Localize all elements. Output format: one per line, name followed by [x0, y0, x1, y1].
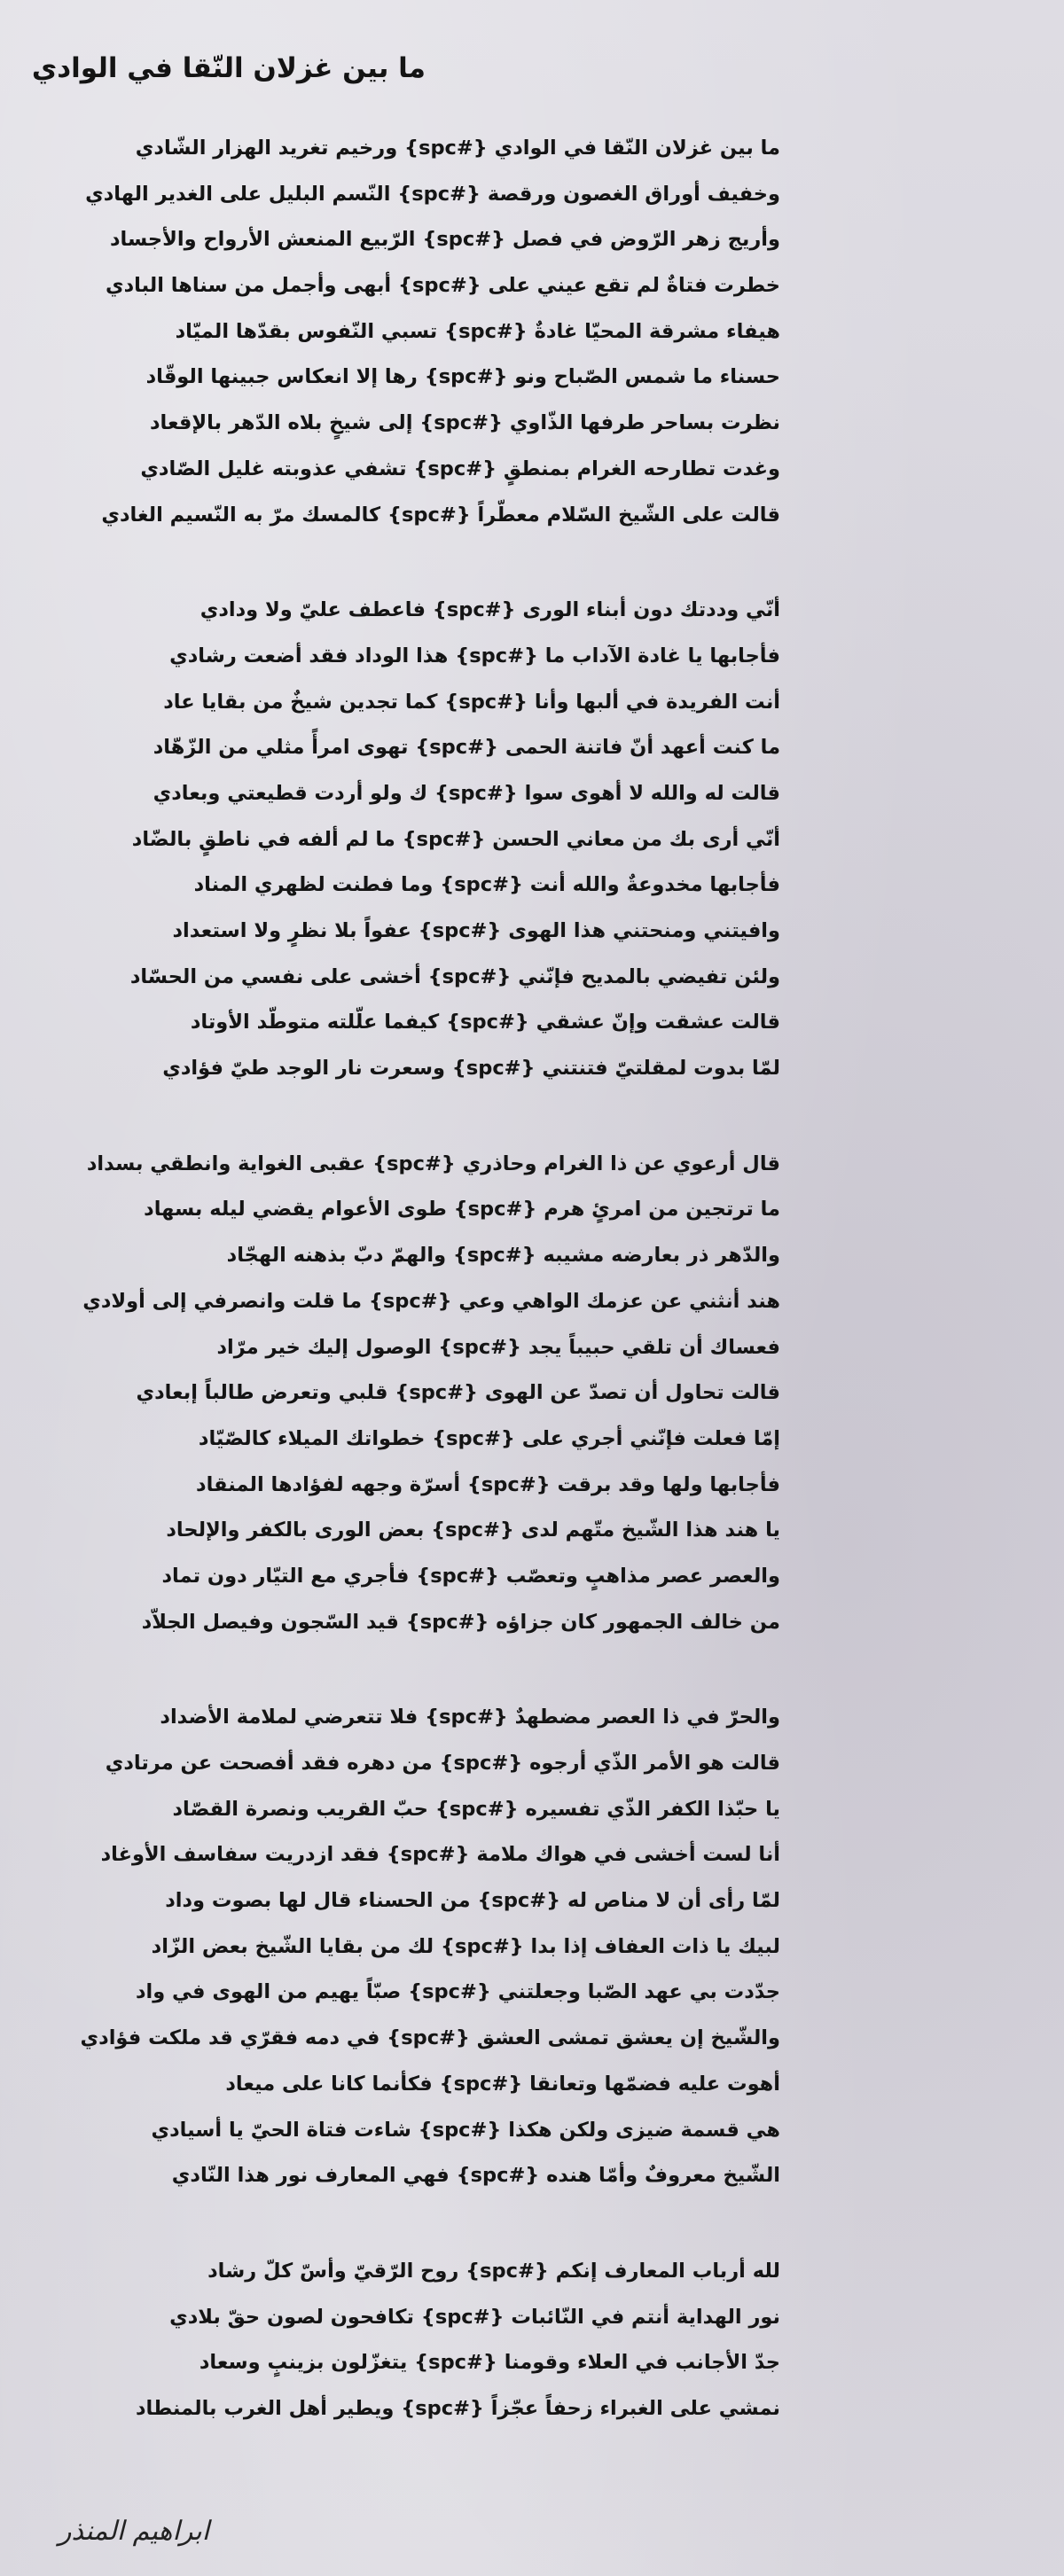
verse-text: وخفيف أوراق الغصون ورقصة {#spc} النّسم البليل على الغدير الهادي — [85, 182, 780, 206]
verse-text: جدّدت بي عهد الصّبا وجعلتني {#spc} صبّاً يهيم من الهوى في واد — [135, 1980, 780, 2004]
verse-text: قالت عشقت وإنّ عشقي {#spc} كيفما علّلته متوطّد الأوتاد — [190, 1011, 780, 1034]
verse-text: أنّي أرى بك من معاني الحسن {#spc} ما لم ألفه في ناطقٍ بالضّاد — [131, 827, 780, 851]
verse-text: ما ترتجين من امرئٍ هرم {#spc} طوى الأعوام يقضي ليله بسهاد — [144, 1198, 780, 1222]
verse-text: قالت هو الأمر الذّي أرجوه {#spc} من دهره فقد أفصحت عن مرتادي — [105, 1752, 780, 1775]
stanza-1 — [35, 126, 851, 538]
verse — [35, 771, 851, 817]
verse-text: فعساك أن تلقي حبيباً يجد {#spc} الوصول إليك خير مرّاد — [216, 1335, 780, 1359]
verse — [35, 263, 851, 309]
poem-body — [35, 126, 851, 2482]
verse-text: لله أرباب المعارف إنكم {#spc} روح الرّقيّ وأسّ كلّ رشاد — [207, 2259, 780, 2283]
verse — [35, 1924, 851, 1971]
verse — [35, 2295, 851, 2341]
verse-text: نور الهداية أنتم في النّائبات {#spc} تكافحون لصون حقّ بلادي — [169, 2305, 780, 2329]
verse — [35, 126, 851, 172]
stanza-3 — [35, 1142, 851, 1646]
verse — [35, 1187, 851, 1233]
verse-text: قال أرعوي عن ذا الغرام وحاذري {#spc} عقبى الغواية وانطقي بسداد — [86, 1151, 780, 1175]
verse — [35, 588, 851, 634]
verse-text: من خالف الجمهور كان جزاؤه {#spc} قيد السّجون وفيصل الجلاّد — [141, 1610, 780, 1634]
verse — [35, 1878, 851, 1924]
verse-text: وأريج زهر الرّوض في فصل {#spc} الرّبيع المنعش الأرواح والأجساد — [110, 228, 780, 252]
verse-text: جدّ الأجانب في العلاء وقومنا {#spc} يتغزّلون بزينبٍ وسعاد — [199, 2351, 780, 2375]
verse-text: هي قسمة ضيزى ولكن هكذا {#spc} شاءت فتاة الحيّ يا أسيادي — [151, 2118, 780, 2142]
verse-text: والشّيخ إن يعشق تمشى العشق {#spc} في دمه فقرّي قد ملكت فؤادي — [80, 2026, 780, 2050]
verse — [35, 355, 851, 401]
verse-text: حسناء ما شمس الصّباح ونو {#spc} رها إلا انعكاس جبينها الوقّاد — [145, 365, 780, 389]
verse — [35, 1741, 851, 1787]
verse — [35, 2108, 851, 2154]
verse — [35, 680, 851, 726]
verse — [35, 2386, 851, 2432]
verse-text: هند أنثني عن عزمك الواهي وعي {#spc} ما قلت وانصرفي إلى أولادي — [82, 1289, 780, 1313]
verse-text: ما كنت أعهد أنّ فاتنة الحمى {#spc} تهوى امرأً مثلي من الزّهّاد — [153, 736, 780, 760]
verse — [35, 955, 851, 1001]
stanza-2 — [35, 588, 851, 1092]
verse — [35, 217, 851, 263]
verse — [35, 725, 851, 771]
verse-text: نظرت بساحر طرفها الذّاوي {#spc} إلى شيخٍ بلاه الدّهر بالإقعاد — [149, 411, 780, 435]
verse — [35, 1554, 851, 1600]
stanza-4 — [35, 1695, 851, 2199]
verse-text: أنا لست أخشى في هواك ملامة {#spc} فقد ازدريت سفاسف الأوغاد — [100, 1843, 780, 1867]
verse-text: فأجابها مخدوعةٌ والله أنت {#spc} وما فطنت لظهري المناد — [193, 873, 780, 897]
verse — [35, 1279, 851, 1325]
verse-text: والدّهر ذر بعارضه مشيبه {#spc} والهمّ دبّ بذهنه الهجّاد — [226, 1244, 780, 1268]
verse-text: فأجابها ولها وقد برقت {#spc} أسرّة وجهه لفؤادها المنقاد — [196, 1472, 780, 1496]
verse — [35, 1233, 851, 1279]
verse — [35, 1463, 851, 1509]
verse — [35, 817, 851, 863]
verse-text: ولئن تفيضي بالمديح فإنّني {#spc} أخشى على نفسي من الحسّاد — [129, 964, 780, 988]
verse — [35, 2340, 851, 2386]
verse-text: نمشي على الغبراء زحفاً عجّزاً {#spc} ويطير أهل الغرب بالمنطاد — [135, 2396, 780, 2420]
verse-text: أهوت عليه فضمّها وتعانقا {#spc} فكأنما كانا على ميعاد — [225, 2072, 780, 2096]
verse-text: هيفاء مشرقة المحيّا غادةٌ {#spc} تسبي النّفوس بقدّها الميّاد — [175, 319, 780, 343]
verse-text: أنت الفريدة في ألبها وأنا {#spc} كما تجدين شيخٌ من بقايا عاد — [163, 690, 780, 714]
verse-text: لمّا رأى أن لا مناص له {#spc} من الحسناء قال لها بصوت وداد — [165, 1889, 780, 1913]
verse-text: قالت تحاول أن تصدّ عن الهوى {#spc} قلبي وتعرض طالباً إبعادي — [136, 1381, 780, 1405]
verse — [35, 1142, 851, 1188]
verse-text: لبيك يا ذات العفاف إذا بدا {#spc} لك من بقايا الشّيخ بعض الزّاد — [151, 1934, 780, 1958]
poem-title: ما بين غزلان النّقا في الوادي — [31, 52, 426, 84]
author-signature: ابراهيم المنذر — [59, 2516, 210, 2547]
verse-text: أنّي وددتك دون أبناء الورى {#spc} فاعطف عليّ ولا ودادي — [200, 598, 780, 622]
verse-text: فأجابها يا غادة الآداب ما {#spc} هذا الوداد فقد أضعت رشادي — [169, 644, 780, 667]
verse-text: قالت له والله لا أهوى سوا {#spc} ك ولو أردت قطيعتي وبعادي — [153, 781, 780, 805]
verse — [35, 493, 851, 539]
verse-text: والعصر عصر مذاهبٍ وتعصّب {#spc} فأجري مع التيّار دون تماد — [161, 1564, 780, 1588]
verse — [35, 1417, 851, 1463]
verse-text: خطرت فتاةٌ لم تقع عيني على {#spc} أبهى وأجمل من سناها البادي — [105, 274, 780, 298]
verse — [35, 1000, 851, 1046]
verse — [35, 447, 851, 493]
verse-text: يا هند هذا الشّيخ متّهم لدى {#spc} بعض الورى بالكفر والإلحاد — [166, 1518, 780, 1542]
verse-text: وافيتني ومنحتني هذا الهوى {#spc} عفواً بلا نظرٍ ولا استعداد — [172, 919, 780, 942]
verse — [35, 1832, 851, 1878]
verse-text: لمّا بدوت لمقلتيّ فتنتني {#spc} وسعرت نار الوجد طيّ فؤادي — [162, 1057, 780, 1081]
verse-text: الشّيخ معروفٌ وأمّا هنده {#spc} فهي المعارف نور هذا النّادي — [171, 2164, 780, 2188]
verse-text: وغدت تطارحه الغرام بمنطقٍ {#spc} تشفي عذوبته غليل الصّادي — [140, 457, 780, 480]
verse — [35, 1600, 851, 1646]
verse — [35, 2016, 851, 2062]
verse-text: والحرّ في ذا العصر مضطهدٌ {#spc} فلا تتعرضي لملامة الأضداد — [160, 1706, 780, 1729]
verse — [35, 309, 851, 355]
verse — [35, 2062, 851, 2108]
verse — [35, 634, 851, 680]
verse — [35, 1508, 851, 1554]
verse — [35, 863, 851, 909]
verse — [35, 401, 851, 447]
verse-text: يا حبّذا الكفر الذّي تفسيره {#spc} حبّ القريب ونصرة القصّاد — [172, 1797, 780, 1821]
verse — [35, 2249, 851, 2295]
verse — [35, 172, 851, 218]
verse-text: إمّا فعلت فإنّني أجري على {#spc} خطواتك الميلاء كالصّيّاد — [198, 1426, 780, 1450]
verse — [35, 2153, 851, 2199]
verse — [35, 1370, 851, 1417]
verse — [35, 909, 851, 955]
verse — [35, 1695, 851, 1741]
verse — [35, 1046, 851, 1092]
verse — [35, 1970, 851, 2016]
verse — [35, 1787, 851, 1833]
stanza-5 — [35, 2249, 851, 2432]
verse — [35, 1325, 851, 1371]
verse-text: قالت على الشّيخ السّلام معطّراً {#spc} كالمسك مرّ به النّسيم الغادي — [101, 503, 780, 527]
verse-text: ما بين غزلان النّقا في الوادي {#spc} ورخيم تغريد الهزار الشّادي — [135, 137, 780, 160]
